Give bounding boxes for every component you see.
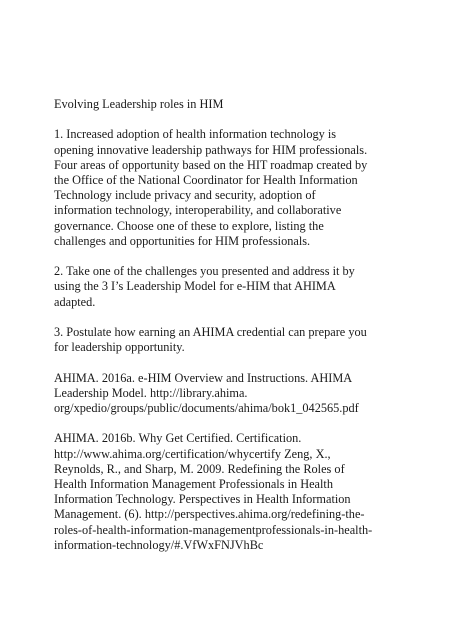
reference-1: AHIMA. 2016a. e-HIM Overview and Instructions. AHIMA Leadership Model. http://library.ahima. org/xpedio/groups/public/documents/ahima/bok1_042565.pdf xyxy=(54,370,359,415)
question-3: 3. Postulate how earning an AHIMA credential can prepare you for leadership opportunity. xyxy=(54,325,367,355)
document-title: Evolving Leadership roles in HIM xyxy=(54,97,224,111)
document-body xyxy=(54,97,404,568)
question-1: 1. Increased adoption of health information technology is opening innovative leadership pathways for HIM professionals. Four areas of opportunity based on the HIT roadmap created by the Office of the National Coordinator for Health Information Technology include privacy and security, adoption of information technology, interoperability, and collaborative governance. Choose one of these to explore, listing the challenges and opportunities for HIM professionals. xyxy=(54,127,368,248)
reference-2: AHIMA. 2016b. Why Get Certified. Certification. http://www.ahima.org/certification/whycertify Zeng, X., Reynolds, R., and Sharp, M. 2009. Redefining the Roles of Health Information Management Professionals in Health Information Technology. Perspectives in Health Information Management. (6). http://perspectives.ahima.org/redefining-the- roles-of-health-information-managementprofessionals-in-health- information-technology/#.VfWxFNJVhBc xyxy=(54,431,373,552)
question-2: 2. Take one of the challenges you presented and address it by using the 3 I’s Leadership Model for e-HIM that AHIMA adapted. xyxy=(54,264,355,309)
